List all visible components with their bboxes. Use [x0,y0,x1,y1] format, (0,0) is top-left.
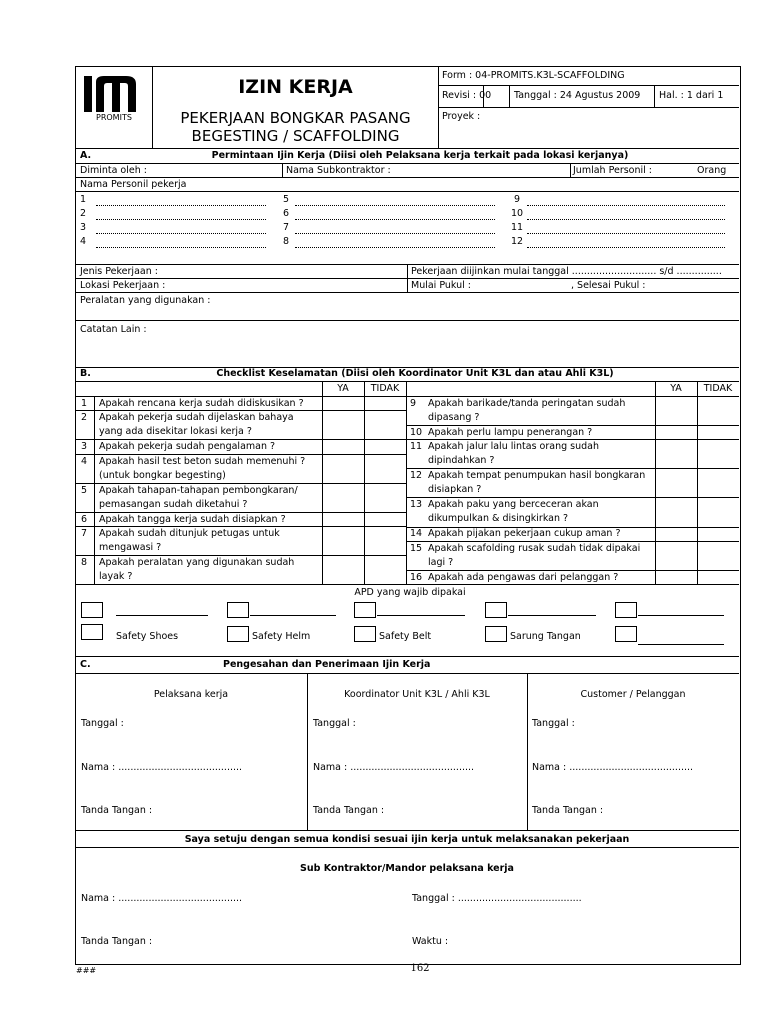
check-item-text: Apakah paku yang berceceran akan [428,499,599,510]
check-item-num: 12 [410,470,423,481]
peralatan-field[interactable]: Peralatan yang digunakan : [80,295,211,306]
pelaksana-tanda-tangan[interactable]: Tanda Tangan : [81,805,153,816]
check-item-text: Apakah jalur lalu lintas orang sudah [428,441,600,452]
check-item-num: 7 [81,528,88,539]
check-item-num: 6 [81,514,88,525]
safety-helm-label: Safety Helm [252,631,311,642]
divider [570,163,571,177]
divider [406,541,739,542]
check-item-text: Apakah scafolding rusak sudah tidak dipakai [428,543,641,554]
form-code: Form : 04-PROMITS.K3L-SCAFFOLDING [442,70,625,81]
check-item-text: layak ? [99,571,133,582]
personil-line[interactable] [96,205,266,206]
check-item-text: dipasang ? [428,412,480,423]
tanggal-diijinkan-field[interactable]: Pekerjaan diijinkan mulai tanggal ............................ s/d ............... [411,266,722,277]
proyek-field[interactable]: Proyek : [442,111,481,122]
revisi: Revisi : 00 [442,90,492,101]
personil-line[interactable] [295,233,495,234]
check-item-text: yang ada disekitar lokasi kerja ? [99,426,252,437]
check-item-num: 9 [410,398,417,409]
check-item-num: 10 [410,427,423,438]
check-item-text: mengawasi ? [99,542,162,553]
personil-num: 9 [514,194,521,205]
check-item-text: Apakah rencana kerja sudah didiskusikan ? [99,398,304,409]
personil-num: 1 [80,194,87,205]
check-item-text: Apakah ada pengawas dari pelanggan ? [428,572,619,583]
apd-blank-line[interactable] [116,615,208,616]
page-number: 162 [410,963,430,974]
personil-line[interactable] [295,219,495,220]
subkon-waktu[interactable]: Waktu : [412,936,449,947]
check-item-num: 15 [410,543,423,554]
apd-blank-line[interactable] [638,615,724,616]
check-item-text: Apakah pijakan pekerjaan cukup aman ? [428,528,621,539]
personil-num: 2 [80,208,87,219]
subkon-title: Sub Kontraktor/Mandor pelaksana kerja [300,863,514,874]
divider [75,673,739,674]
pelaksana-header: Pelaksana kerja [153,689,229,700]
koordinator-tanda-tangan[interactable]: Tanda Tangan : [313,805,385,816]
check-item-text: Apakah peralatan yang digunakan sudah [99,557,295,568]
check-item-text: Apakah hasil test beton sudah memenuhi ? [99,456,306,467]
apd-checkbox[interactable] [227,602,249,618]
divider [75,320,739,321]
sarung-tangan-checkbox[interactable] [485,626,507,642]
divider [654,85,655,107]
check-item-text: lagi ? [428,557,454,568]
mulai-pukul-field[interactable]: Mulai Pukul : [411,280,472,291]
section-a-title: Permintaan Ijin Kerja (Diisi oleh Pelaksana kerja terkait pada lokasi kerjanya) [211,150,629,161]
apd-blank-line[interactable] [638,644,724,645]
sarung-tangan-label: Sarung Tangan [510,631,581,642]
personil-num: 12 [511,236,524,247]
check-item-num: 11 [410,441,423,452]
pelaksana-tanggal[interactable]: Tanggal : [81,718,124,729]
divider [406,425,739,426]
personil-title: Nama Personil pekerja [80,179,187,190]
footer-left: ### [76,966,97,975]
apd-checkbox[interactable] [615,602,637,618]
persetujuan-text: Saya setuju dengan semua kondisi sesuai ijin kerja untuk melaksanakan pekerjaan [184,834,630,845]
personil-line[interactable] [527,219,725,220]
koordinator-header: Koordinator Unit K3L / Ahli K3L [344,689,490,700]
subkontraktor-field[interactable]: Nama Subkontraktor : [286,165,391,176]
check-item-num: 16 [410,572,423,583]
check-item-num: 5 [81,485,88,496]
divider [75,191,739,192]
section-c-title: Pengesahan dan Penerimaan Ijin Kerja [223,659,431,670]
check-item-text: Apakah pekerja sudah pengalaman ? [99,441,276,452]
divider [655,381,656,584]
check-item-text: disiapkan ? [428,484,482,495]
personil-num: 4 [80,236,87,247]
divider [75,177,739,178]
apd-blank-line[interactable] [377,615,465,616]
check-item-text: Apakah tempat penumpukan hasil bongkaran [428,470,646,481]
divider [75,410,406,411]
apd-blank-line[interactable] [508,615,596,616]
koordinator-nama[interactable]: Nama : ......................................... [313,762,475,773]
jumlah-personil-field[interactable]: Jumlah Personil : [573,165,653,176]
check-item-text: Apakah pekerja sudah dijelaskan bahaya [99,412,294,423]
check-item-text: (untuk bongkar begesting) [99,470,226,481]
divider [75,526,406,527]
personil-num: 11 [511,222,524,233]
jenis-pekerjaan-field[interactable]: Jenis Pekerjaan : [80,266,158,277]
personil-line[interactable] [96,219,266,220]
logo-text: PROMITS [96,113,132,122]
personil-num: 7 [283,222,290,233]
divider [509,85,510,107]
divider [697,381,698,584]
check-item-num: 13 [410,499,423,510]
tidak-header: TIDAK [703,383,733,394]
apd-title: APD yang wajib dipakai [354,587,466,598]
form-title: IZIN KERJA [238,76,353,98]
orang-unit: Orang [697,165,727,176]
personil-line[interactable] [527,205,725,206]
safety-belt-checkbox[interactable] [354,626,376,642]
check-item-num: 3 [81,441,88,452]
divider [406,468,739,469]
apd-checkbox[interactable] [485,602,507,618]
divider [406,381,407,584]
divider [75,512,406,513]
divider [75,656,739,657]
safety-belt-label: Safety Belt [379,631,432,642]
divider [75,555,406,556]
personil-line[interactable] [527,233,725,234]
tanggal-terbit: Tanggal : 24 Agustus 2009 [514,90,641,101]
subkon-tanda-tangan[interactable]: Tanda Tangan : [81,936,153,947]
apd-checkbox[interactable] [354,602,376,618]
check-item-text: Apakah perlu lampu penerangan ? [428,427,593,438]
check-item-num: 4 [81,456,88,467]
ya-header: YA [670,383,682,394]
customer-header: Customer / Pelanggan [580,689,686,700]
promits-logo-icon [84,74,144,114]
tidak-header: TIDAK [370,383,400,394]
subkon-tanggal[interactable]: Tanggal : ......................................... [412,893,582,904]
apd-checkbox[interactable] [615,626,637,642]
divider [75,292,739,293]
personil-line[interactable] [527,247,725,248]
check-item-num: 8 [81,557,88,568]
divider [75,381,739,382]
section-a-letter: A. [80,150,92,161]
subkon-nama[interactable]: Nama : ......................................... [81,893,243,904]
divider [75,439,406,440]
customer-tanda-tangan[interactable]: Tanda Tangan : [532,805,604,816]
personil-line[interactable] [295,205,495,206]
divider [75,163,739,164]
check-item-text: Apakah tahapan-tahapan pembongkaran/ [99,485,298,496]
apd-blank-line[interactable] [250,615,336,616]
lokasi-pekerjaan-field[interactable]: Lokasi Pekerjaan : [80,280,166,291]
check-item-text: Apakah sudah ditunjuk petugas untuk [99,528,280,539]
personil-num: 3 [80,222,87,233]
customer-tanggal[interactable]: Tanggal : [532,718,575,729]
selesai-pukul-field[interactable]: , Selesai Pukul : [571,280,646,291]
form-subtitle-2: BEGESTING / SCAFFOLDING [191,127,400,145]
check-item-num: 1 [81,398,88,409]
divider [282,163,283,177]
diminta-oleh-field[interactable]: Diminta oleh : [80,165,147,176]
catatan-field[interactable]: Catatan Lain : [80,324,147,335]
form-subtitle-1: PEKERJAAN BONGKAR PASANG [180,109,411,127]
divider [75,278,739,279]
safety-helm-checkbox[interactable] [227,626,249,642]
safety-shoes-checkbox[interactable] [81,624,103,640]
ya-header: YA [337,383,349,394]
check-item-text: dipindahkan ? [428,455,495,466]
personil-num: 6 [283,208,290,219]
divider [438,107,739,108]
divider [75,148,739,149]
check-item-text: Apakah barikade/tanda peringatan sudah [428,398,626,409]
safety-shoes-label: Safety Shoes [116,631,179,642]
section-b-letter: B. [80,368,91,379]
koordinator-tanggal[interactable]: Tanggal : [313,718,356,729]
apd-checkbox[interactable] [81,602,103,618]
customer-nama[interactable]: Nama : ......................................... [532,762,694,773]
personil-num: 8 [283,236,290,247]
divider [75,483,406,484]
personil-line[interactable] [295,247,495,248]
pelaksana-nama[interactable]: Nama : ......................................... [81,762,243,773]
personil-num: 10 [511,208,524,219]
halaman: Hal. : 1 dari 1 [659,90,724,101]
check-item-num: 2 [81,412,88,423]
divider [406,497,739,498]
personil-num: 5 [283,194,290,205]
section-b-title: Checklist Keselamatan (Diisi oleh Koordinator Unit K3L dan atau Ahli K3L) [216,368,614,379]
check-item-num: 14 [410,528,423,539]
divider [75,454,406,455]
check-item-text: pemasangan sudah diketahui ? [99,499,248,510]
divider [406,570,739,571]
check-item-text: Apakah tangga kerja sudah disiapkan ? [99,514,286,525]
divider [75,396,739,397]
section-c-letter: C. [80,659,91,670]
divider [406,439,739,440]
personil-line[interactable] [96,233,266,234]
check-item-text: dikumpulkan & disingkirkan ? [428,513,569,524]
divider [75,830,739,831]
divider [75,584,739,585]
divider [75,847,739,848]
personil-line[interactable] [96,247,266,248]
